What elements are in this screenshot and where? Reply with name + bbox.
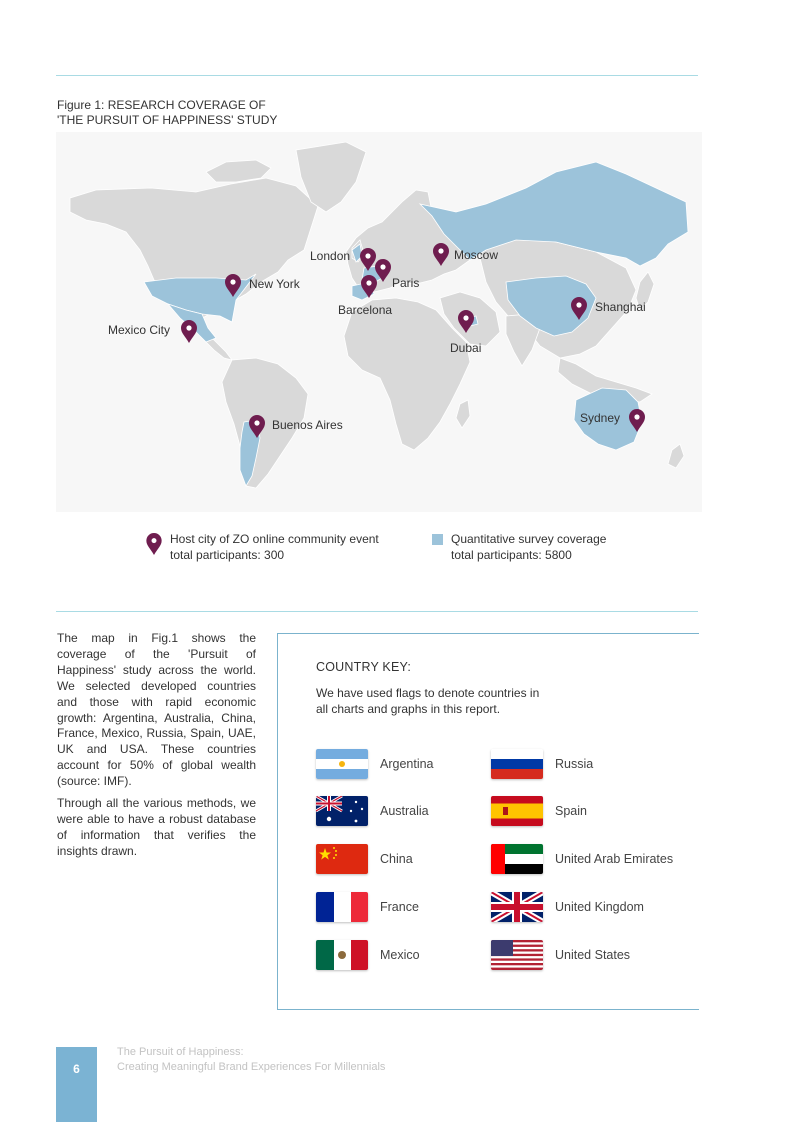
country-row-argentina: [316, 748, 434, 780]
label-dubai: Dubai: [450, 341, 482, 355]
country-name: Argentina: [380, 757, 434, 771]
france-flag-icon: [316, 892, 368, 922]
footer-line-1: The Pursuit of Happiness:: [117, 1046, 244, 1058]
pin-icon: [146, 533, 162, 555]
pin-mexico-city: [181, 320, 197, 343]
mexico-flag-icon: [316, 940, 368, 970]
page-number: 6: [56, 1047, 97, 1122]
country-name: Mexico: [380, 948, 420, 962]
label-new-york: New York: [249, 277, 300, 291]
coverage-swatch-icon: [432, 534, 443, 545]
legend-host-line-1: Host city of ZO online community event: [170, 532, 379, 546]
country-key-description: [316, 685, 586, 717]
label-moscow: Moscow: [454, 248, 499, 262]
label-shanghai: Shanghai: [595, 300, 646, 314]
label-paris: Paris: [392, 276, 420, 290]
legend-host-city: [146, 531, 379, 563]
country-name: United Kingdom: [555, 900, 644, 914]
figure-title: [57, 98, 277, 128]
middle-divider: [56, 611, 698, 612]
country-row-australia: [316, 795, 429, 827]
figure-title-line-1: Figure 1: RESEARCH COVERAGE OF: [57, 98, 266, 112]
label-buenos-aires: Buenos Aires: [272, 418, 343, 432]
australia-flag-icon: [316, 796, 368, 826]
country-row-russia: [491, 748, 593, 780]
madagascar-land: [456, 400, 470, 428]
label-london: London: [310, 249, 351, 263]
country-key-box: [277, 633, 699, 1010]
china-flag-icon: [316, 844, 368, 874]
country-key-desc-line-2: all charts and graphs in this report.: [316, 702, 501, 716]
country-name: United States: [555, 948, 631, 962]
country-row-uk: [491, 891, 644, 923]
country-row-mexico: [316, 939, 420, 971]
country-row-spain: [491, 795, 587, 827]
spain-flag-icon: [491, 796, 543, 826]
country-key-desc-line-1: We have used flags to denote countries in: [316, 686, 540, 700]
label-mexico-city: Mexico City: [108, 323, 171, 337]
top-divider: [56, 75, 698, 76]
country-row-uae: [491, 843, 673, 875]
footer-line-2: Creating Meaningful Brand Experiences For Millennials: [117, 1061, 386, 1073]
figure-title-line-2: 'THE PURSUIT OF HAPPINESS' STUDY: [57, 113, 278, 127]
country-name: United Arab Emirates: [555, 852, 674, 866]
country-row-france: [316, 891, 419, 923]
label-sydney: Sydney: [580, 411, 621, 425]
country-name: Russia: [555, 757, 594, 771]
country-key-title: COUNTRY KEY:: [316, 660, 412, 674]
country-row-china: [316, 843, 413, 875]
country-name: Australia: [380, 804, 429, 818]
legend-host-line-2: total participants: 300: [170, 548, 285, 562]
legend-survey-line-1: Quantitative survey coverage: [451, 532, 607, 546]
intro-paragraph-2: Through all the various methods, we were able to have a robust database of information that verifies the insights drawn.: [57, 796, 256, 858]
argentina-flag-icon: [316, 749, 368, 779]
usa-flag-icon: [491, 940, 543, 970]
russia-flag-icon: [491, 749, 543, 779]
country-name: China: [380, 852, 413, 866]
legend-survey-coverage: [432, 531, 606, 563]
country-name: France: [380, 900, 419, 914]
footer-text: [117, 1045, 385, 1075]
country-row-usa: [491, 939, 630, 971]
legend-survey-line-2: total participants: 5800: [451, 548, 572, 562]
uae-flag-icon: [491, 844, 543, 874]
label-barcelona: Barcelona: [338, 303, 393, 317]
world-map: [56, 132, 702, 512]
uk-flag-icon: [491, 892, 543, 922]
nz-land: [668, 444, 684, 468]
intro-paragraph-1: The map in Fig.1 shows the coverage of the 'Pursuit of Happiness' study across the world. We selected developed countries and those with rapid economic growth: Argentina, Australia, China, France, Mexico, Russia, Spain, UAE, UK and USA. These countries account for 50% of global wealth (source: IMF).: [57, 631, 256, 789]
country-name: Spain: [555, 804, 587, 818]
intro-text: [57, 631, 256, 866]
